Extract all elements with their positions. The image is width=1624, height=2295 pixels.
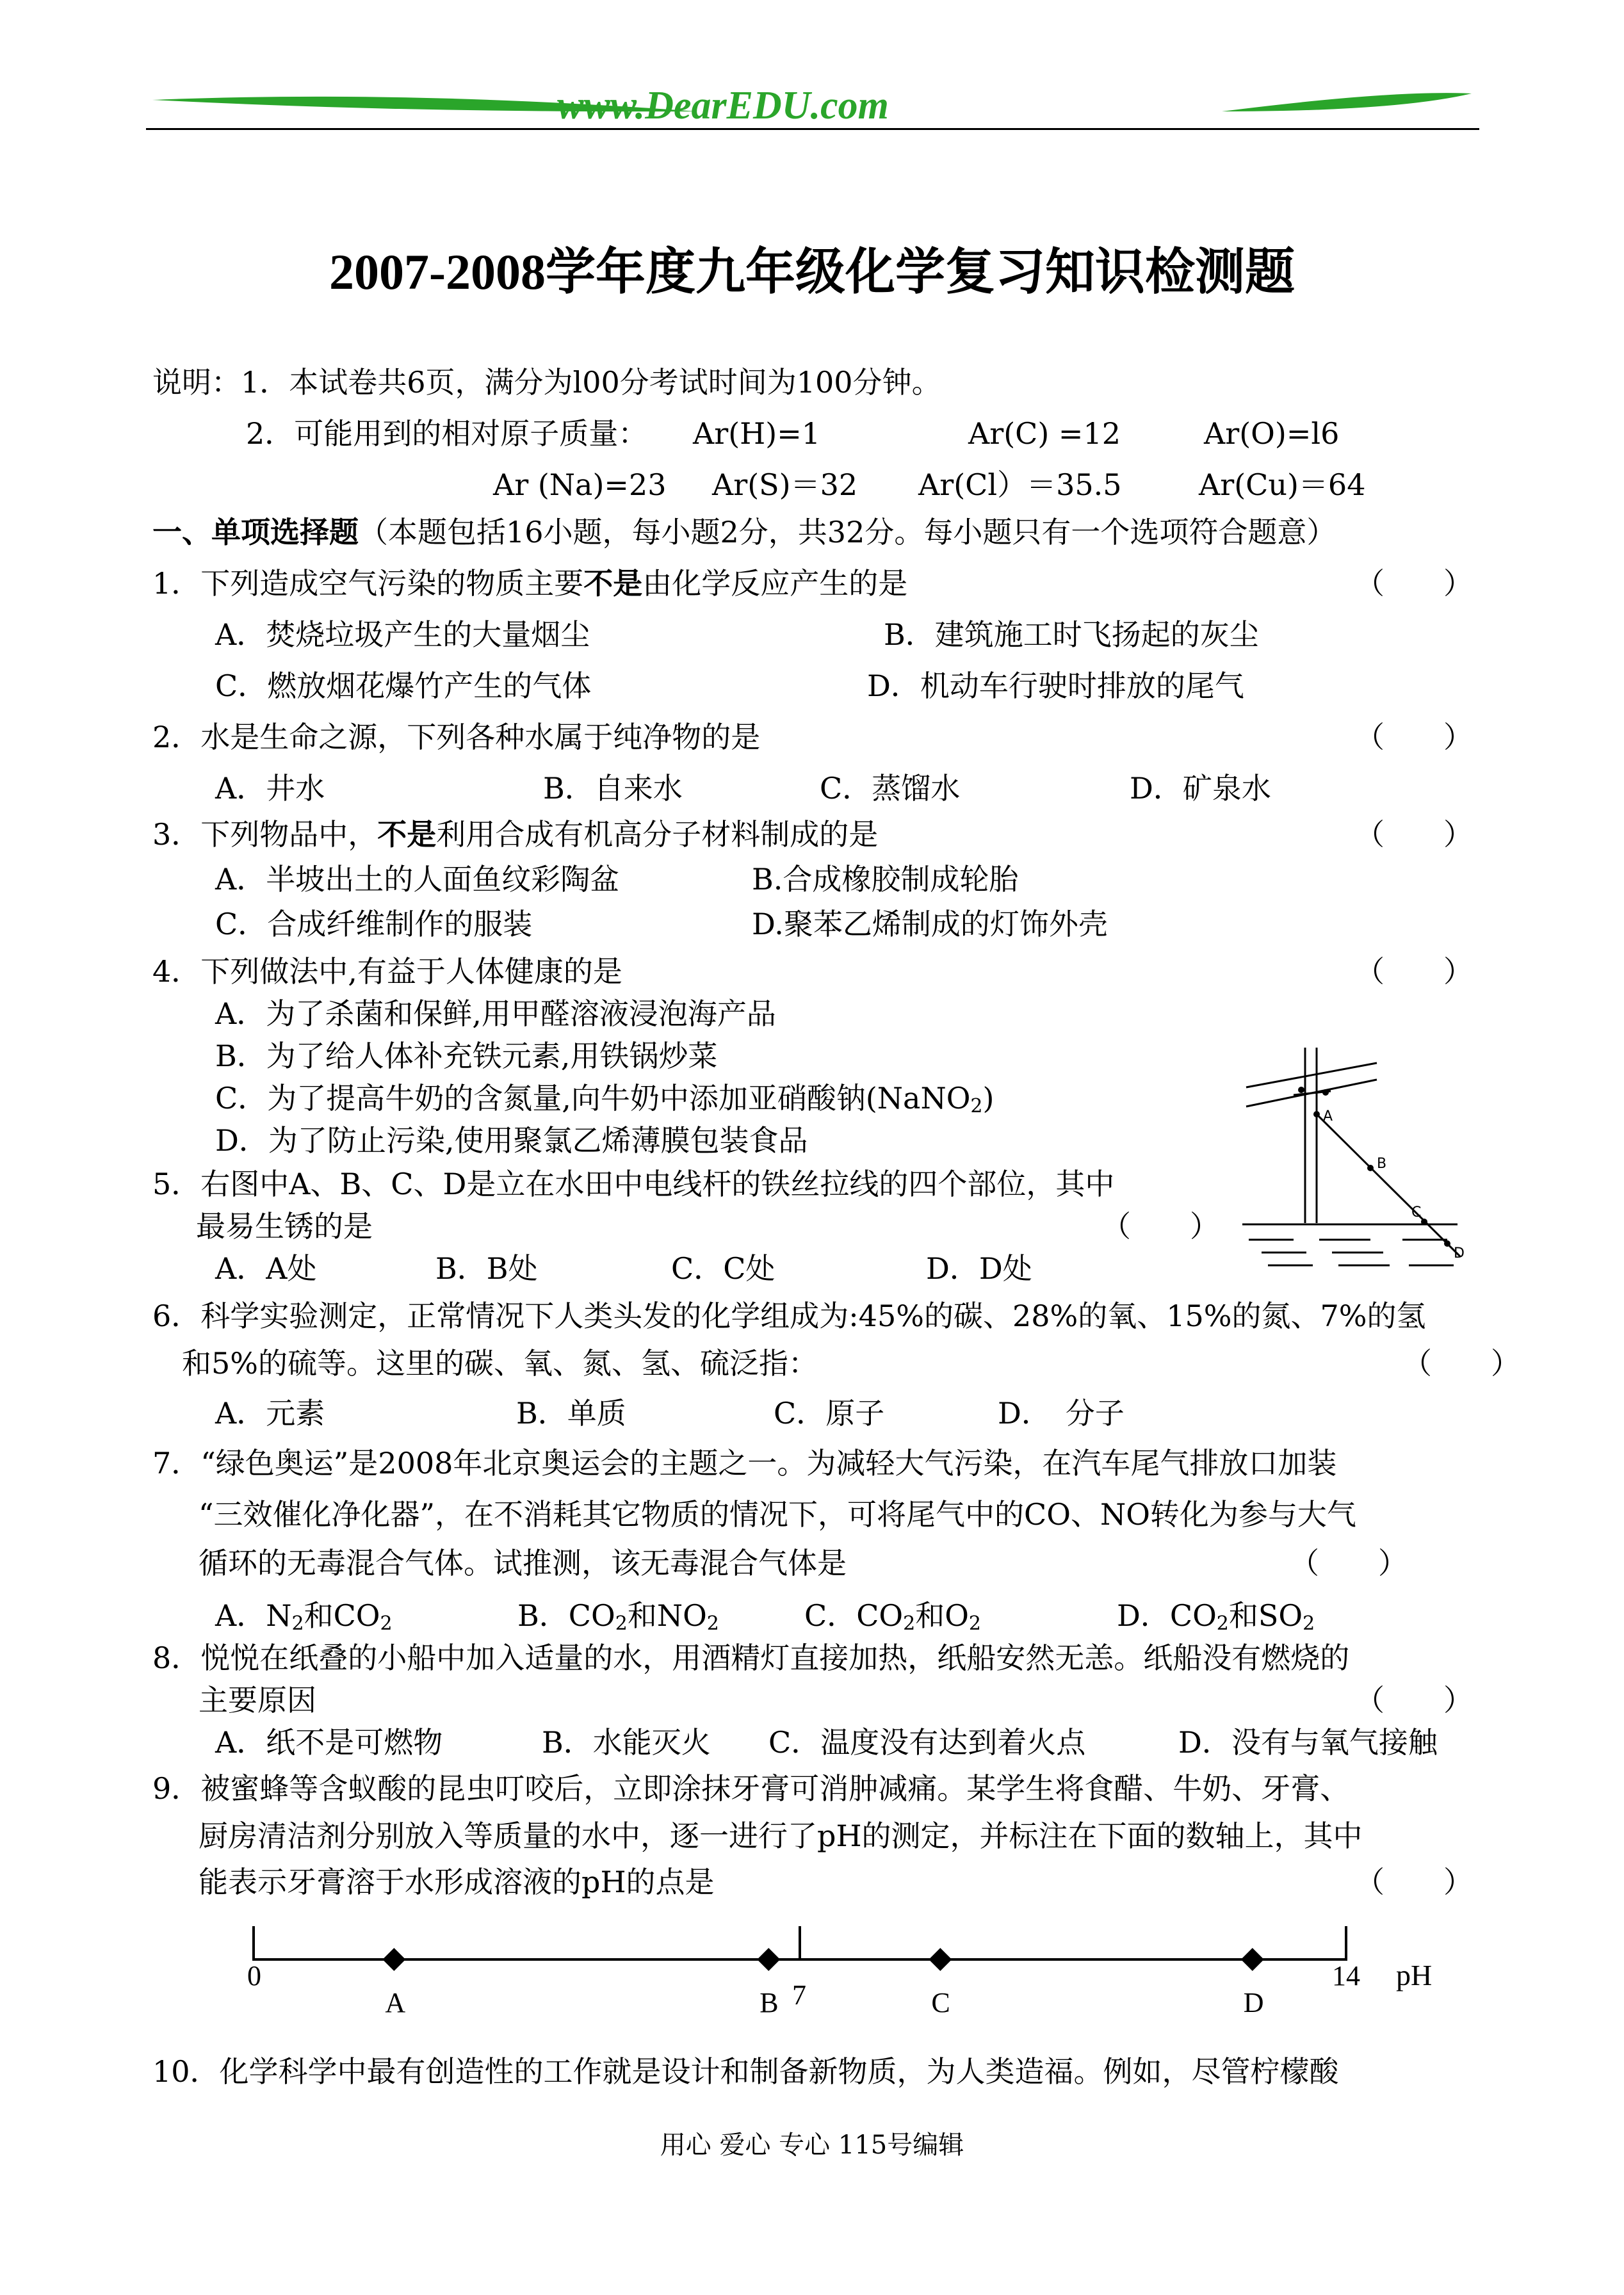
q5-figure-label-c: C [1411,1204,1422,1220]
q4-option-c-text: C．为了提高牛奶的含氮量,向牛奶中添加亚硝酸钠(NaNO [215,1081,971,1115]
q7-option-c[interactable] [804,1598,982,1635]
q9-answer-paren[interactable]: （ ） [1355,1865,1473,1899]
q7-b-2: 和NO [627,1598,707,1633]
q6-option-a[interactable]: A．元素 [215,1396,325,1431]
q4-stem: 4．下列做法中,有益于人体健康的是 [152,954,622,989]
q7-b-sub2: 2 [706,1612,719,1635]
q7-c-sub2: 2 [968,1612,982,1635]
q7-b-1: B．CO [517,1598,615,1633]
q7-c-1: C．CO [804,1598,904,1633]
q5-stem-line-2: 最易生锈的是 [196,1209,373,1244]
q6-option-c[interactable]: C．原子 [774,1396,885,1431]
page-title: 2007-2008学年度九年级化学复习知识检测题 [329,244,1295,300]
q7-d-sub2: 2 [1303,1612,1315,1635]
q9-stem-line-2: 厨房清洁剂分别放入等质量的水中，逐一进行了pH的测定，并标注在下面的数轴上，其中 [199,1819,1363,1853]
q5-option-a[interactable]: A．A处 [215,1251,317,1286]
q4-option-a[interactable]: A．为了杀菌和保鲜,用甲醛溶液浸泡海产品 [215,996,776,1031]
q7-a-1: A．N [215,1598,292,1633]
q7-option-b[interactable] [517,1598,719,1635]
q5-option-d[interactable]: D．D处 [926,1251,1032,1286]
q8-stem-line-2: 主要原因 [199,1683,316,1717]
ph-point-marker-a [382,1948,405,1971]
site-logo: www.DearEDU.com [557,84,889,127]
q6-option-b[interactable]: B．单质 [516,1396,626,1431]
header-rule [146,128,1479,130]
q7-c-2: 和O [915,1598,969,1633]
page-footer: 用心 爱心 专心 115号编辑 [660,2130,964,2160]
q4-option-b[interactable]: B．为了给人体补充铁元素,用铁锅炒菜 [215,1039,718,1073]
q7-d-sub1: 2 [1216,1612,1229,1635]
q8-option-b[interactable]: B．水能灭火 [542,1725,711,1760]
q8-option-a[interactable]: A．纸不是可燃物 [215,1725,443,1760]
ph-point-label-a: A [385,1987,406,2018]
q2-stem: 2．水是生命之源，下列各种水属于纯净物的是 [152,720,761,754]
utility-pole-icon [1242,1048,1460,1265]
ph-label-0: 0 [247,1960,261,1991]
q2-answer-paren[interactable]: （ ） [1355,720,1473,754]
q5-option-b[interactable]: B．B处 [435,1251,538,1286]
q1-stem-pre: 1．下列造成空气污染的物质主要 [152,566,584,601]
q1-option-b[interactable]: B．建筑施工时飞扬起的灰尘 [884,617,1259,652]
q7-d-2: 和SO [1228,1598,1303,1633]
notes-line-2-prefix: 2．可能用到的相对原子质量： [246,416,648,451]
q3-stem-post: 利用合成有机高分子材料制成的是 [436,817,879,852]
q10-stem-line-1: 10．化学科学中最有创造性的工作就是设计和制备新物质，为人类造福。例如，尽管柠檬酸 [152,2054,1339,2089]
q9-stem-line-1: 9．被蜜蜂等含蚁酸的昆虫叮咬后，立即涂抹牙膏可消肿减痛。某学生将食醋、牛奶、牙膏、 [152,1771,1350,1806]
q3-answer-paren[interactable]: （ ） [1355,817,1473,852]
q3-option-d[interactable]: D.聚苯乙烯制成的灯饰外壳 [752,907,1108,941]
q1-stem [152,566,908,601]
q6-answer-paren[interactable]: （ ） [1402,1346,1520,1381]
q2-option-c[interactable]: C．蒸馏水 [820,771,961,806]
q7-a-sub1: 2 [291,1612,304,1635]
mass-c: Ar(C) =12 [968,416,1121,451]
q4-option-c-sub: 2 [970,1095,983,1117]
q7-c-sub1: 2 [903,1612,916,1635]
q5-figure-label-b: B [1377,1156,1387,1172]
q4-option-c[interactable] [215,1083,994,1116]
q3-stem-bold: 不是 [377,817,437,852]
q5-option-c[interactable]: C．C处 [671,1251,775,1286]
q5-figure [1242,1044,1473,1274]
section-1-desc: （本题包括16小题，每小题2分，共32分。每小题只有一个选项符合题意） [359,515,1336,549]
q6-stem-line-2: 和5%的硫等。这里的碳、氧、氮、氢、硫泛指： [182,1346,818,1381]
ph-point-marker-b [757,1948,780,1971]
q5-stem-line-1: 5．右图中A、B、C、D是立在水田中电线杆的铁丝拉线的四个部位，其中 [152,1167,1115,1201]
section-1-title: 一、单项选择题 [152,515,359,549]
q7-stem-line-2: “三效催化净化器”，在不消耗其它物质的情况下，可将尾气中的CO、NO转化为参与大气 [199,1497,1356,1532]
mass-cl: Ar(Cl）＝35.5 [918,467,1122,502]
q8-answer-paren[interactable]: （ ） [1355,1683,1473,1717]
section-1-heading [152,517,1336,547]
q1-option-a[interactable]: A．焚烧垃圾产生的大量烟尘 [215,617,590,652]
q7-option-a[interactable] [215,1598,393,1635]
q4-option-d[interactable]: D．为了防止污染,使用聚氯乙烯薄膜包装食品 [215,1123,808,1158]
q5-figure-label-d: D [1454,1245,1465,1261]
ph-point-label-b: B [759,1987,779,2018]
q4-answer-paren[interactable]: （ ） [1355,954,1473,989]
q5-figure-label-a: A [1323,1108,1333,1124]
q2-option-a[interactable]: A．井水 [215,771,325,806]
ph-point-label-c: C [931,1987,950,2018]
notes-line-1: 说明：1．本试卷共6页，满分为l00分考试时间为100分钟。 [152,365,941,400]
ph-point-marker-d [1241,1948,1264,1971]
q2-option-d[interactable]: D．矿泉水 [1130,771,1271,806]
q8-option-d[interactable]: D．没有与氧气接触 [1178,1725,1438,1760]
q1-stem-bold: 不是 [583,566,643,601]
q7-answer-paren[interactable]: （ ） [1290,1546,1408,1580]
q8-stem-line-1: 8．悦悦在纸叠的小船中加入适量的水，用酒精灯直接加热，纸船安然无恙。纸船没有燃烧的 [152,1641,1350,1675]
q8-option-c[interactable]: C．温度没有达到着火点 [768,1725,1086,1760]
q3-stem [152,817,879,852]
q3-option-c[interactable]: C．合成纤维制作的服装 [215,907,533,941]
mass-o: Ar(O)=l6 [1204,416,1340,451]
ph-point-marker-c [929,1948,952,1971]
q2-option-b[interactable]: B．自来水 [543,771,683,806]
q7-option-d[interactable] [1117,1598,1315,1635]
ph-unit-label: pH [1396,1959,1433,1991]
ph-label-7: 7 [792,1979,806,2011]
ph-number-line [231,1921,1486,2049]
q3-stem-pre: 3．下列物品中， [152,817,378,852]
q3-option-a[interactable]: A．半坡出土的人面鱼纹彩陶盆 [215,862,620,896]
q7-stem-line-1: 7．“绿色奥运”是2008年北京奥运会的主题之一。为减轻大气污染，在汽车尾气排放口加装 [152,1446,1337,1480]
q1-stem-post: 由化学反应产生的是 [642,566,908,601]
q7-a-sub2: 2 [380,1612,393,1635]
ph-label-14: 14 [1332,1960,1360,1991]
mass-na: Ar (Na)=23 [493,467,667,502]
mass-cu: Ar(Cu)＝64 [1199,467,1366,502]
q7-d-1: D．CO [1117,1598,1217,1633]
q4-option-c-close: ) [982,1081,995,1115]
q6-stem-line-1: 6．科学实验测定，正常情况下人类头发的化学组成为:45%的碳、28%的氧、15%的氮、7%的氢 [152,1299,1426,1333]
mass-s: Ar(S)＝32 [712,467,858,502]
q9-stem-line-3: 能表示牙膏溶于水形成溶液的pH的点是 [199,1865,715,1899]
q6-option-d[interactable]: D． 分子 [998,1396,1125,1431]
q1-answer-paren[interactable]: （ ） [1355,566,1473,601]
q7-stem-line-3: 循环的无毒混合气体。试推测，该无毒混合气体是 [199,1546,847,1580]
q3-option-b[interactable]: B.合成橡胶制成轮胎 [752,862,1019,896]
ph-point-label-d: D [1243,1987,1264,2018]
q5-answer-paren[interactable]: （ ） [1101,1209,1219,1244]
q7-a-2: 和CO [304,1598,380,1633]
q7-b-sub1: 2 [615,1612,628,1635]
q1-option-c[interactable]: C．燃放烟花爆竹产生的气体 [215,669,592,703]
q1-option-d[interactable]: D．机动车行驶时排放的尾气 [867,669,1244,703]
mass-h: Ar(H)=1 [693,416,821,451]
